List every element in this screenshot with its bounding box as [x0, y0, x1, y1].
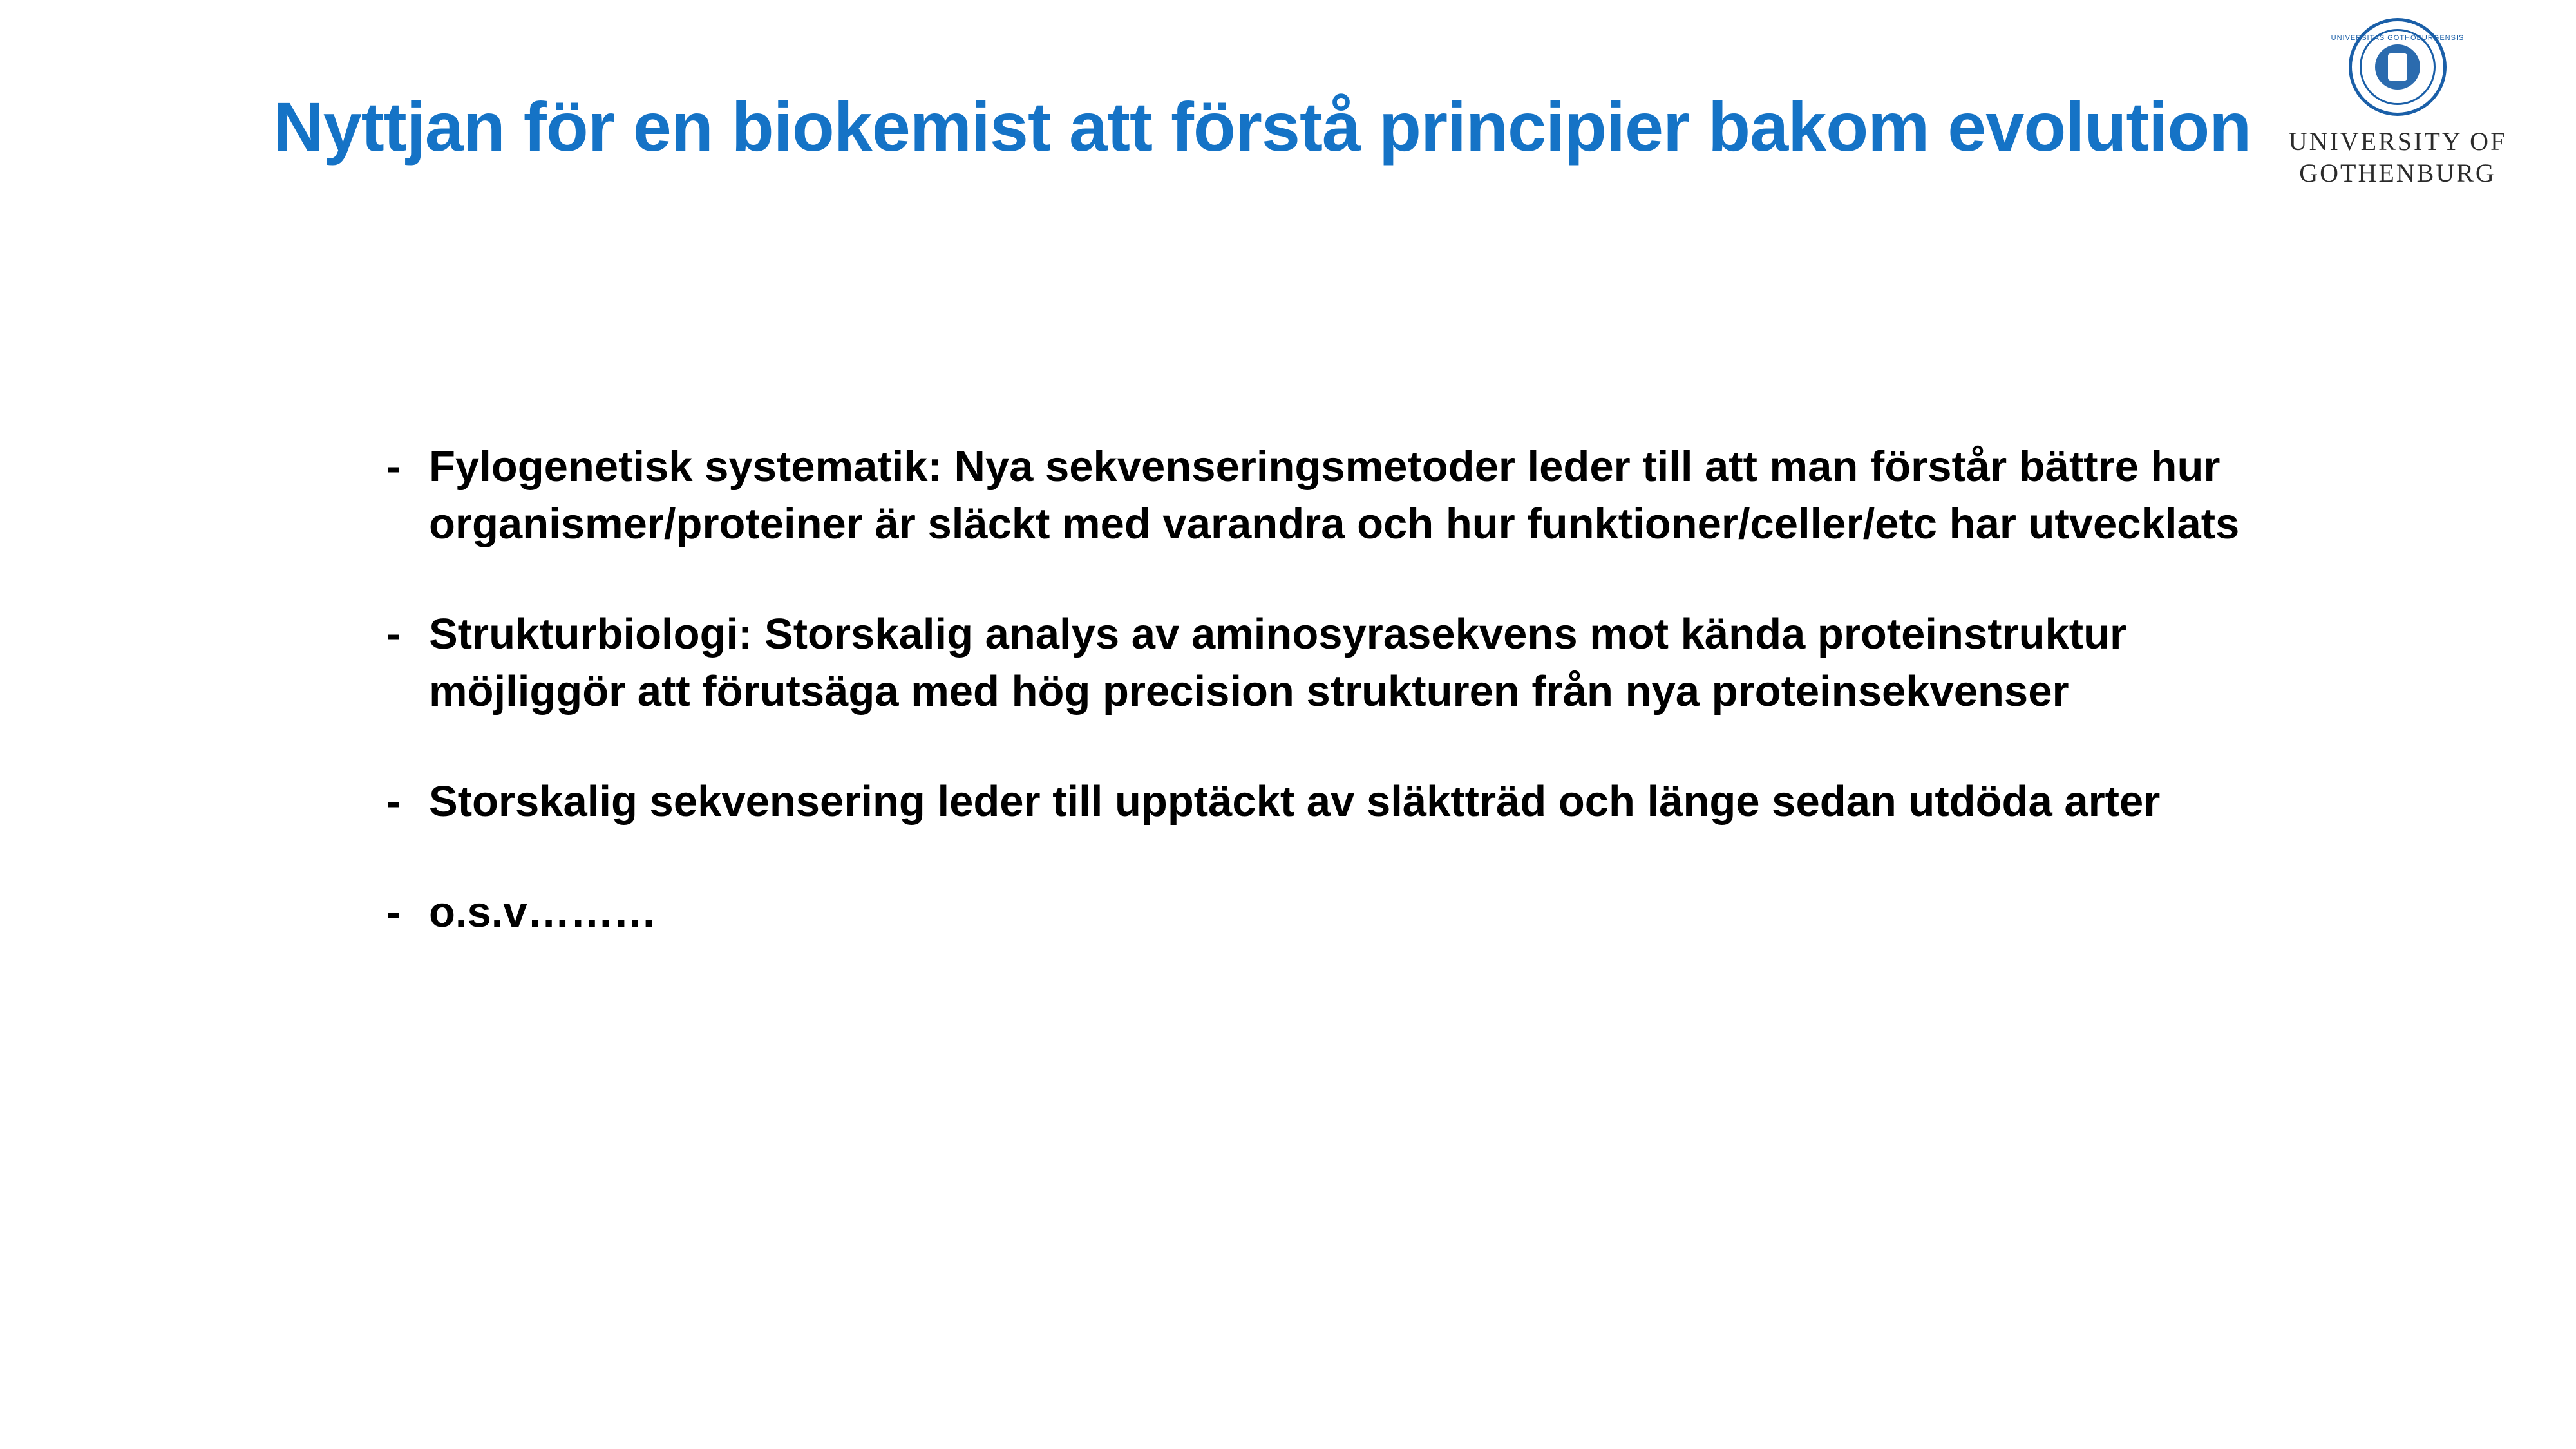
- seal-emblem-icon: [2375, 44, 2420, 90]
- slide-body: [386, 438, 2273, 941]
- list-item: [386, 884, 2273, 941]
- bullet-marker: -: [386, 442, 401, 491]
- bullet-marker: -: [386, 610, 401, 659]
- seal-motto-text: UNIVERSITAS GOTHOBURGENSIS: [2331, 34, 2465, 42]
- logo-wordmark-line2: GOTHENBURG: [2299, 158, 2496, 187]
- logo-wordmark-line1: UNIVERSITY OF: [2288, 127, 2507, 156]
- list-item-text: o.s.v………: [429, 887, 657, 936]
- list-item-text: Strukturbiologi: Storskalig analys av aminosyrasekvens mot kända proteinstruktur möjliggör att förutsäga med hög precision strukturen från nya proteinsekvenser: [429, 610, 2127, 716]
- list-item: [386, 605, 2273, 720]
- university-seal-icon: [2331, 18, 2465, 116]
- slide-title: Nyttjan för en biokemist att förstå principier bakom evolution: [273, 88, 2251, 166]
- list-item: [386, 438, 2273, 553]
- bullet-marker: -: [386, 777, 401, 826]
- bullet-marker: -: [386, 887, 401, 936]
- list-item: [386, 773, 2273, 830]
- list-item-text: Fylogenetisk systematik: Nya sekvenseringsmetoder leder till att man förstår bättre hur organismer/proteiner är släckt med varandra och hur funktioner/celler/etc har utvecklats: [429, 442, 2240, 549]
- list-item-text: Storskalig sekvensering leder till upptäckt av släktträd och länge sedan utdöda arter: [429, 777, 2161, 826]
